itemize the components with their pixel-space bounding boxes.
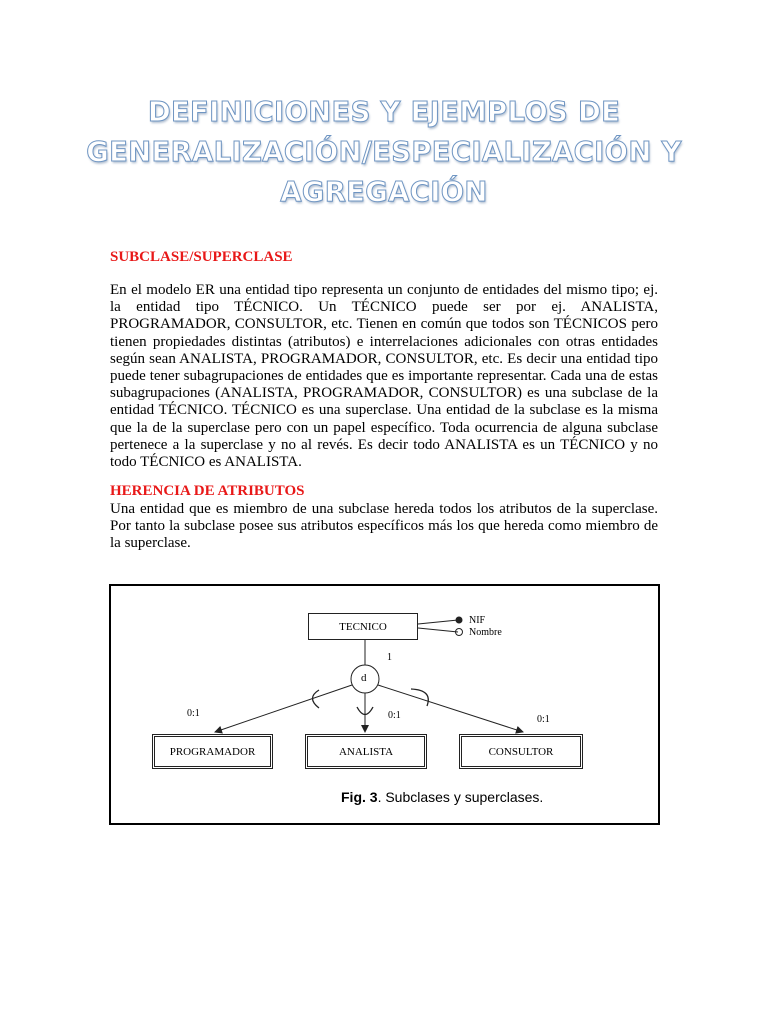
section-body-herencia: Una entidad que es miembro de una subclase hereda todos los atributos de la superclase. Por tanto la subclase posee sus atributos específicos más los que hereda como miembro de la superclase. — [110, 501, 658, 552]
section-body-subclase: En el modelo ER una entidad tipo representa un conjunto de entidades del mismo tipo; ej. la entidad tipo TÉCNICO. Un TÉCNICO puede ser por ej. ANALISTA, PROGRAMADOR, CONSULTOR, etc. Tienen en común que todos son TÉCNICOS pero tienen propiedades distintas (atributos) e interrelaciones adicionales con otras entidades según sean ANALISTA, PROGRAMADOR, CONSULTOR, etc. Es decir una entidad tipo puede tener subagrupaciones de entidades que es importante representar. Cada una de estas subagrupaciones (ANALISTA, PROGRAMADOR, CONSULTOR) es una subclase de la entidad TÉCNICO. TÉCNICO es una superclase. Una entidad de la subclase es la misma que la de la superclase pero con un papel específico. Toda ocurrencia de alguna subclase pertenece a la superclase y no al revés. Es decir todo ANALISTA es un TÉCNICO y no todo TÉCNICO es ANALISTA. — [110, 282, 658, 471]
title-line-1: DEFINICIONES Y EJEMPLOS DE — [147, 96, 621, 128]
title-line-3: AGREGACIÓN — [280, 176, 488, 208]
superclass-cardinality: 1 — [387, 652, 392, 663]
figure-caption-label: Fig. 3 — [341, 789, 378, 805]
section-heading-subclase: SUBCLASE/SUPERCLASE — [110, 249, 293, 265]
attribute-nombre: Nombre — [469, 627, 502, 638]
subclass-entity-programador: PROGRAMADOR — [152, 734, 273, 769]
cardinality-programador: 0:1 — [187, 708, 200, 719]
cardinality-analista: 0:1 — [388, 710, 401, 721]
subclass-entity-consultor: CONSULTOR — [459, 734, 583, 769]
figure-caption-text: . Subclases y superclases. — [377, 789, 544, 805]
attribute-nif: NIF — [469, 615, 486, 626]
superclass-entity-tecnico: TECNICO — [308, 613, 418, 640]
section-heading-herencia: HERENCIA DE ATRIBUTOS — [110, 483, 305, 499]
cardinality-consultor: 0:1 — [537, 714, 550, 725]
er-diagram-figure — [109, 584, 660, 825]
figure-caption — [341, 789, 543, 805]
disjoint-symbol: d — [361, 672, 367, 684]
document-title — [60, 92, 708, 212]
subclass-entity-analista: ANALISTA — [305, 734, 427, 769]
title-line-2: GENERALIZACIÓN/ESPECIALIZACIÓN Y — [86, 136, 682, 168]
